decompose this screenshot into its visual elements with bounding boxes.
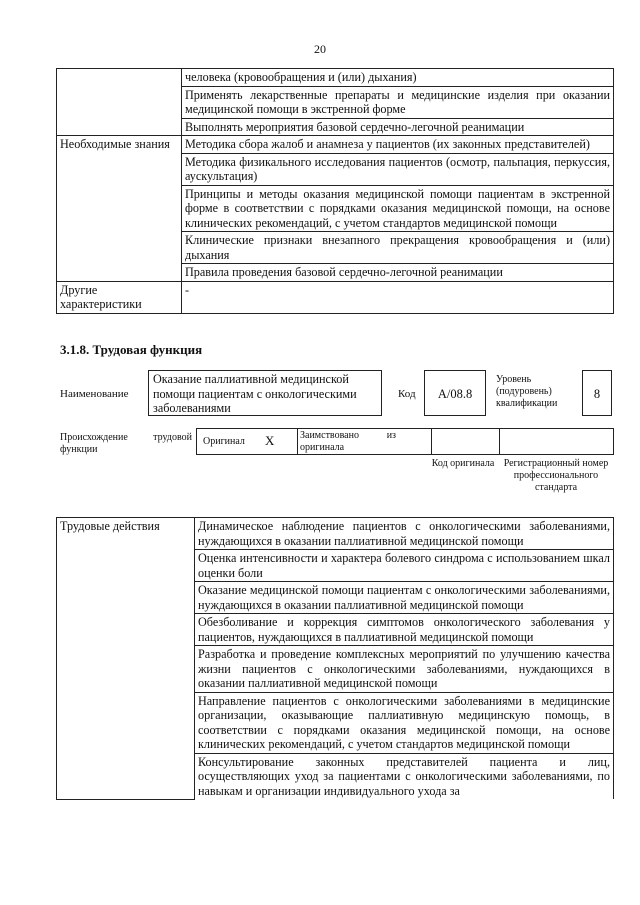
level-label: Уровень (подуровень) квалификации [496, 374, 558, 409]
table-cell: Консультирование законных представителей пациента и лиц, осуществляющих уход за пациентами с онкологическими заболеваниями, по навыкам и организации индивидуального ухода за [195, 753, 614, 799]
reg-number-cell [499, 429, 613, 454]
row-label-other: Другие характеристики [57, 281, 182, 313]
section-title: 3.1.8. Трудовая функция [60, 342, 203, 357]
borrowed-label: Заимствовано из оригинала [300, 430, 396, 453]
skills-table [56, 68, 614, 314]
table-cell: Клинические признаки внезапного прекращения кровообращения и (или) дыхания [182, 232, 614, 264]
page-number: 20 [314, 42, 326, 56]
row-label-knowledge: Необходимые знания [57, 136, 182, 282]
code-box: A/08.8 [424, 370, 486, 416]
origin-table [196, 428, 614, 455]
code-original-label: Код оригинала [431, 458, 495, 469]
table-cell: Оказание медицинской помощи пациентам с онкологическими заболеваниями, нуждающихся в оказании паллиативной медицинской помощи [195, 582, 614, 614]
code-label: Код [398, 388, 416, 400]
original-cell [197, 429, 298, 454]
table-cell: Обезболивание и коррекция симптомов онкологического заболевания у пациентов, нуждающихся в паллиативной медицинской помощи [195, 614, 614, 646]
table-cell: Выполнять мероприятия базовой сердечно-легочной реанимации [182, 118, 614, 136]
table-cell: Принципы и методы оказания медицинской помощи пациентам в экстренной форме в соответствии с порядками оказания медицинской помощи, на основе клинических рекомендаций, с учетом стандартов медицинской помощи [182, 185, 614, 232]
reg-number-label: Регистрационный номер профессионального стандарта [503, 458, 609, 493]
table-cell: - [182, 281, 614, 313]
original-mark: X [265, 433, 275, 448]
table-cell: Методика сбора жалоб и анамнеза у пациентов (их законных представителей) [182, 136, 614, 154]
table-cell: Правила проведения базовой сердечно-легочной реанимации [182, 264, 614, 282]
name-label: Наименование [60, 388, 129, 400]
table-cell: Оценка интенсивности и характера болевого синдрома с использованием шкал оценки боли [195, 550, 614, 582]
actions-table [56, 517, 614, 800]
row-label-actions: Трудовые действия [57, 518, 195, 800]
code-original-cell [431, 429, 500, 454]
origin-label: Происхождение трудовой функции [60, 432, 192, 455]
table-cell: Методика физикального исследования пациентов (осмотр, пальпация, перкуссия, аускультация) [182, 153, 614, 185]
table-cell: Применять лекарственные препараты и медицинские изделия при оказании медицинской помощи в экстренной форме [182, 86, 614, 118]
level-box: 8 [582, 370, 612, 416]
table-cell: Направление пациентов с онкологическими заболеваниями в медицинские организации, оказывающие паллиативную медицинскую помощь, в соответствии с порядками оказания медицинской помощи, на основе клинических рекомендаций, с учетом стандартов медицинской помощи [195, 692, 614, 753]
table-cell: Разработка и проведение комплексных мероприятий по улучшению качества жизни пациентов с онкологическими заболеваниями, нуждающихся в оказании паллиативной медицинской помощи [195, 646, 614, 693]
original-label: Оригинал [203, 436, 245, 447]
table-cell: Динамическое наблюдение пациентов с онкологическими заболеваниями, нуждающихся в оказании паллиативной медицинской помощи [195, 518, 614, 550]
borrowed-cell [297, 429, 432, 454]
row-label-skills [57, 69, 182, 136]
function-name-box: Оказание паллиативной медицинской помощи пациентам с онкологическими заболеваниями [148, 370, 382, 416]
table-cell: человека (кровообращения и (или) дыхания) [182, 69, 614, 87]
